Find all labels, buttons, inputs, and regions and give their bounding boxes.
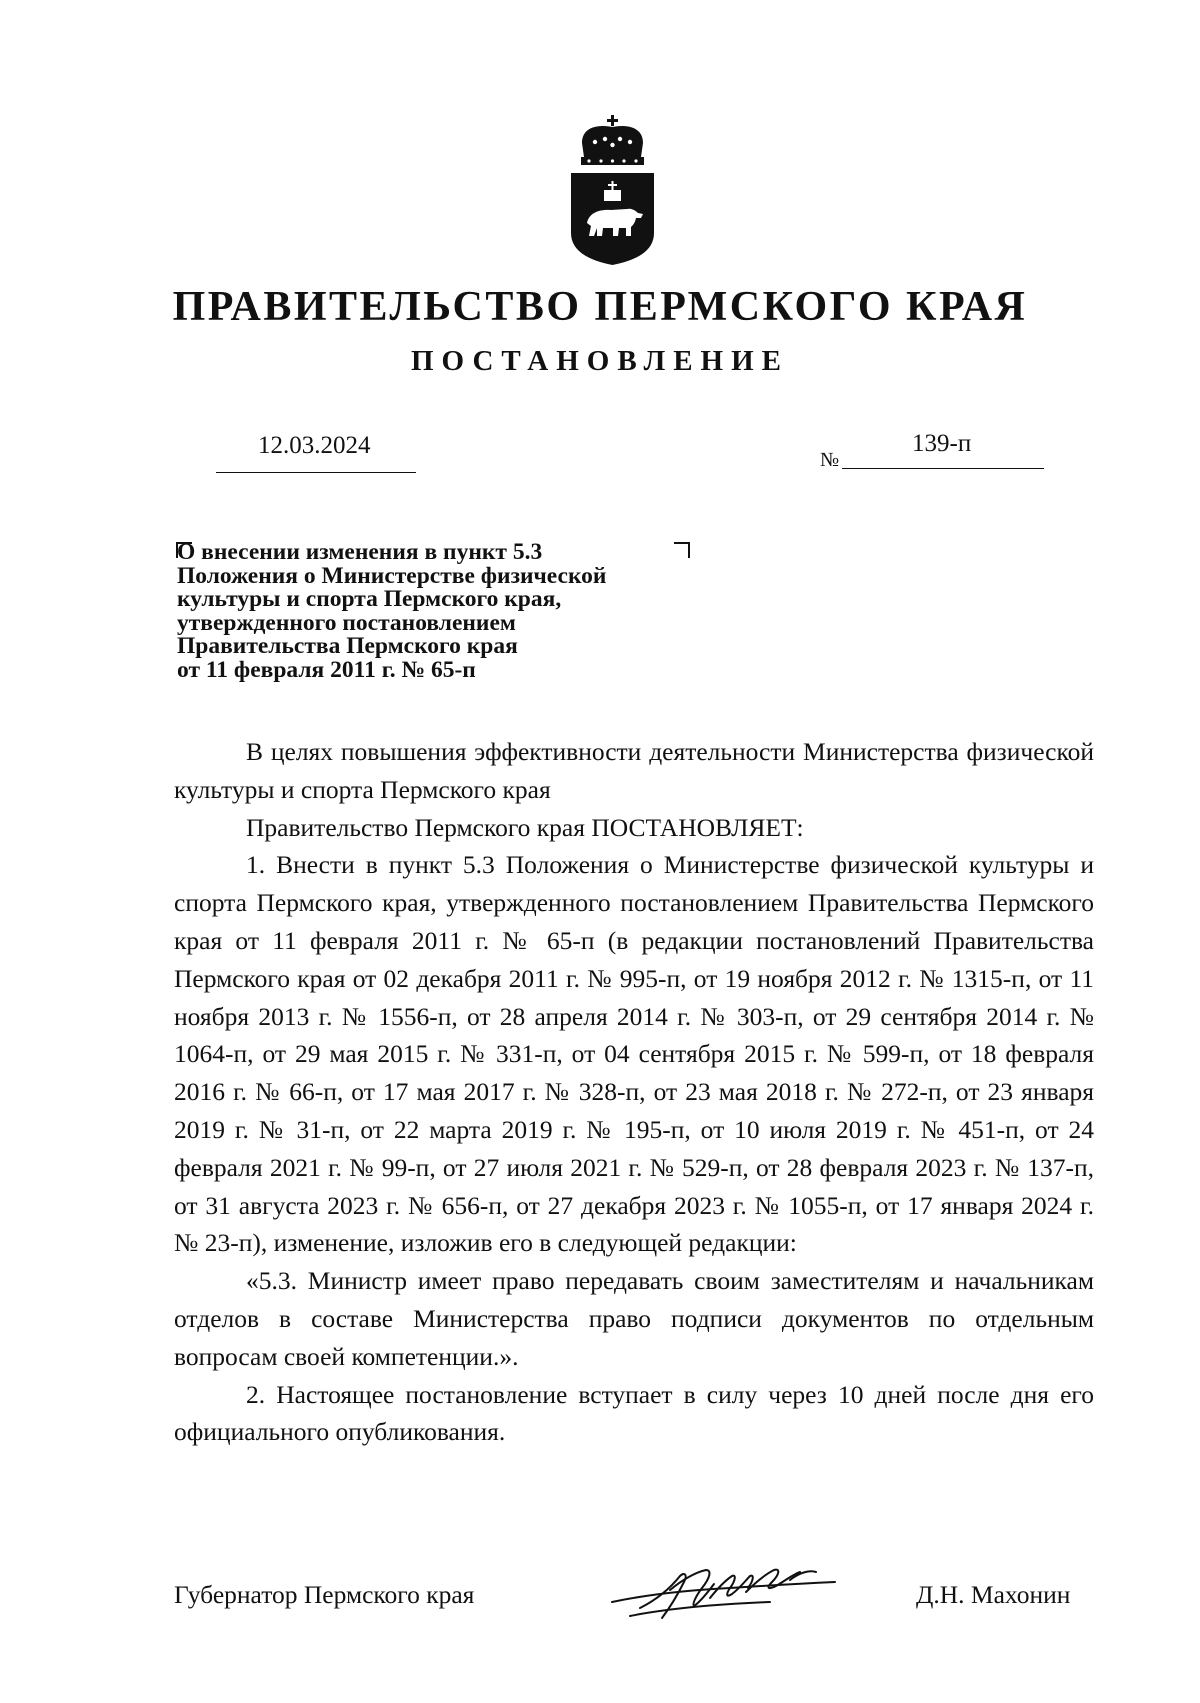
subject-line: от 11 февраля 2011 г. № 65-п [177, 656, 476, 683]
document-subject [177, 541, 737, 682]
subject-line: Положения о Министерстве физической [177, 562, 607, 589]
resolution-paragraph: Правительство Пермского края ПОСТАНОВЛЯЕТ: [246, 812, 804, 842]
subject-line: О внесении изменения в пункт 5.3 [177, 539, 543, 565]
document-body [174, 733, 1094, 1451]
subject-line: утвержденного постановлением [177, 609, 516, 636]
document-number: 139-п [912, 430, 972, 457]
signer-position: Губернатор Пермского края [174, 1580, 475, 1609]
document-date: 12.03.2024 [258, 432, 371, 459]
number-sign: № [820, 449, 840, 471]
number-field [842, 428, 1044, 469]
coat-of-arms-icon [565, 115, 660, 265]
subject-line: культуры и спорта Пермского края, [177, 586, 562, 612]
clause-2-paragraph: 2. Настоящее постановление вступает в силу через 10 дней после дня его официального опубликования. [174, 1379, 1094, 1447]
date-field [216, 432, 416, 473]
handwritten-signature [610, 1558, 840, 1628]
document-type: ПОСТАНОВЛЕНИЕ [410, 345, 789, 377]
clause-1-paragraph: 1. Внести в пункт 5.3 Положения о Министерстве физической культуры и спорта Пермского края, утвержденного постановлением Правительства Пермского края от 11 февраля 2011 г. № 65-п (в редакции постановлений Правительства Пермского края от 02 декабря 2011 г. № 995-п, от 19 ноября 2012 г. № 1315-п, от 11 ноября 2013 г. № 1556-п, от 28 апреля 2014 г. № 303-п, от 29 сентября 2014 г. № 1064-п, от 29 мая 2015 г. № 331-п, от 04 сентября 2015 г. № 599-п, от 18 февраля 2016 г. № 66-п, от 17 мая 2017 г. № 328-п, от 23 мая 2018 г. № 272-п, от 23 января 2019 г. № 31-п, от 22 марта 2019 г. № 195-п, от 10 июля 2019 г. № 451-п, от 24 февраля 2021 г. № 99-п, от 27 июля 2021 г. № 529-п, от 28 февраля 2023 г. № 137-п, от 31 августа 2023 г. № 656-п, от 27 декабря 2023 г. № 1055-п, от 17 января 2024 г. № 23-п), изменение, изложив его в следующей редакции: [174, 850, 1094, 1258]
government-title: ПРАВИТЕЛЬСТВО ПЕРМСКОГО КРАЯ [172, 284, 1028, 330]
signer-name: Д.Н. Махонин [916, 1580, 1071, 1609]
subject-line: Правительства Пермского края [177, 633, 518, 659]
preamble-paragraph: В целях повышения эффективности деятельности Министерства физической культуры и спорта Пермского края [174, 737, 1094, 804]
amendment-text-paragraph: «5.3. Министр имеет право передавать своим заместителям и начальникам отделов в составе Министерства право подписи документов по отдельным вопросам своей компетенции.». [174, 1266, 1094, 1371]
